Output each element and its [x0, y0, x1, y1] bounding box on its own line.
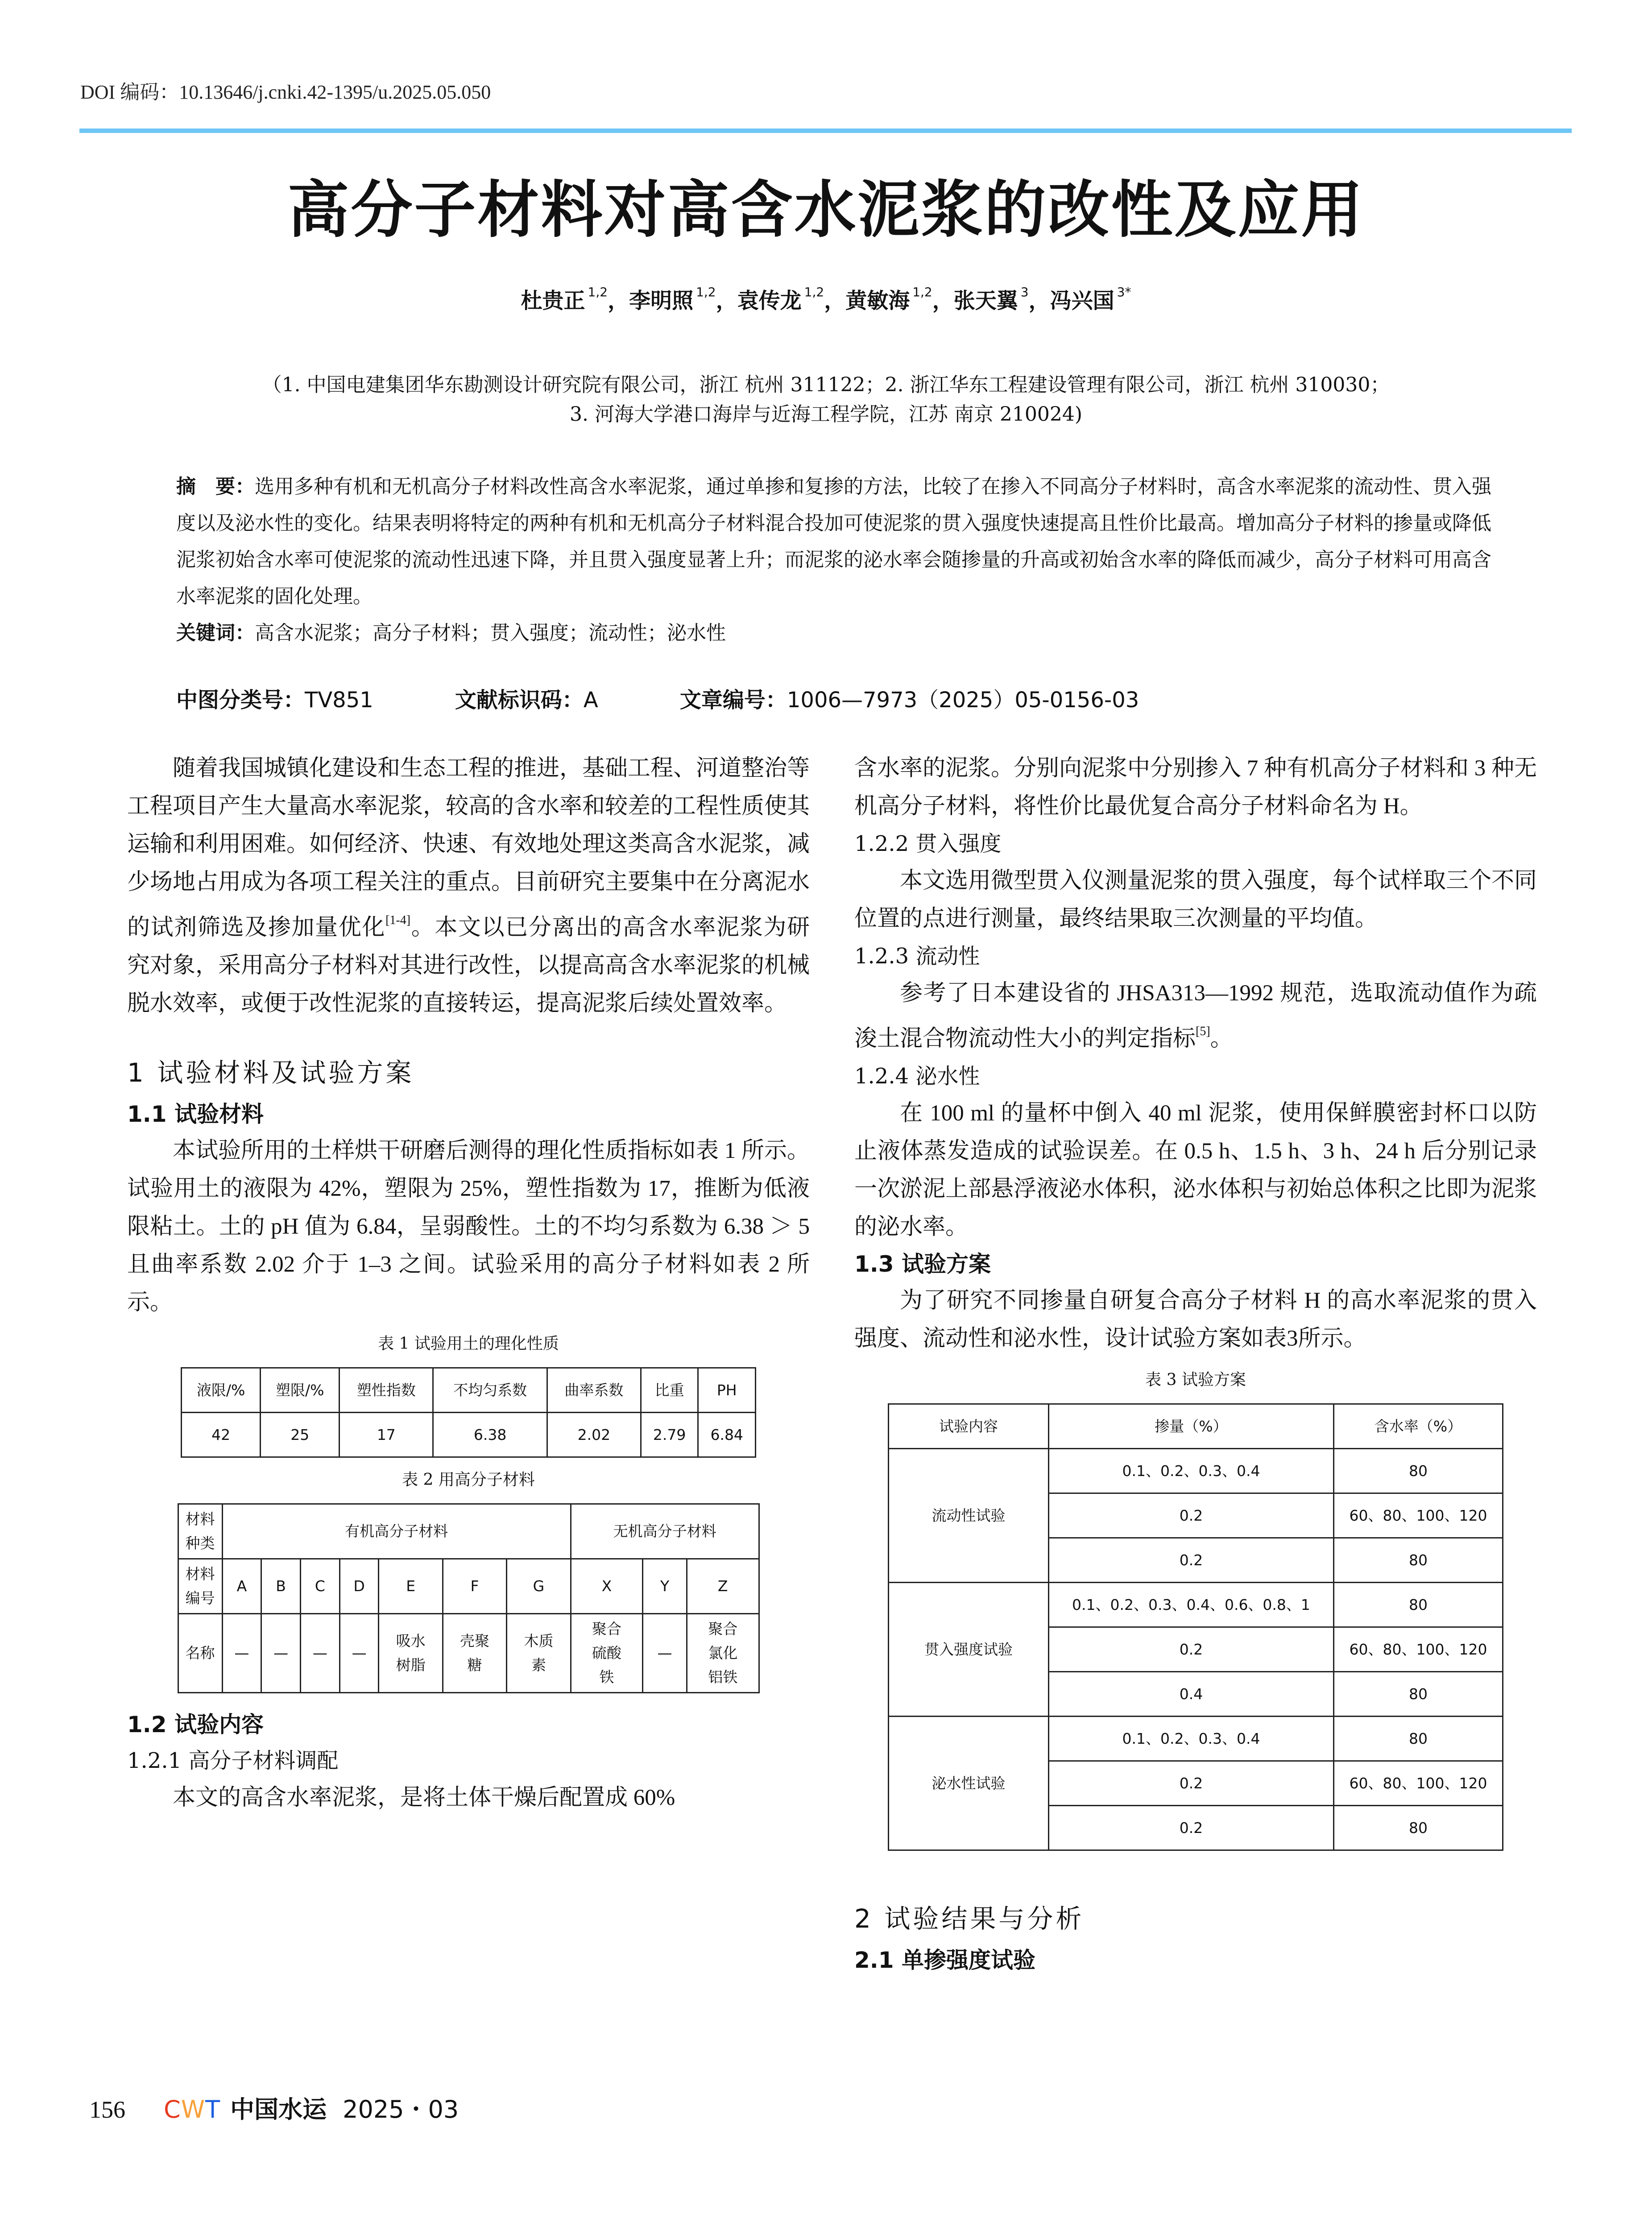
water-content-cell: 80 [1333, 1806, 1503, 1850]
doc-code-value: A [583, 688, 598, 713]
classification-line [176, 683, 1139, 713]
type-label-cell: 材料种类 [178, 1504, 222, 1559]
material-name-cell: 聚合 硫酸 铁 [571, 1614, 643, 1693]
citation-5[interactable]: [5] [1196, 1024, 1210, 1038]
table-1-value-cell: 17 [340, 1413, 433, 1457]
author-name: 张天翼 [953, 288, 1018, 313]
table-3-header-cell: 试验内容 [889, 1404, 1049, 1449]
water-content-cell: 80 [1333, 1717, 1503, 1761]
water-content-cell: 80 [1333, 1583, 1503, 1627]
dosage-cell: 0.2 [1049, 1493, 1334, 1538]
table-2-type-row [178, 1504, 759, 1559]
author-name: 李明照 [629, 288, 694, 313]
blend-paragraph: 本文的高含水率泥浆，是将土体干燥后配置成 60% [173, 1785, 675, 1810]
dosage-cell: 0.2 [1049, 1538, 1334, 1583]
logo-letter-c: C [164, 2095, 181, 2123]
test-type-cell: 贯入强度试验 [889, 1583, 1049, 1717]
penetration-paragraph: 本文选用微型贯入仪测量泥浆的贯入强度，每个试样取三个不同位置的点进行测量，最终结果取三次测量的平均值。 [854, 868, 1537, 931]
magazine-name: 中国水运 [230, 2095, 327, 2123]
material-name-cell: 木质 素 [507, 1614, 571, 1693]
water-content-cell: 60、80、100、120 [1333, 1627, 1503, 1672]
table-3-header-row [889, 1404, 1503, 1449]
clc-value: TV851 [305, 688, 373, 713]
author-separator: ， [608, 288, 629, 313]
table-3-row [889, 1583, 1503, 1627]
material-name-cell: — [300, 1614, 340, 1693]
citation-1-4[interactable]: [1-4] [385, 913, 411, 927]
doi-line: DOI 编码：10.13646/j.cnki.42-1395/u.2025.05.050 [80, 81, 491, 103]
material-code-cell: E [379, 1559, 443, 1614]
abstract [176, 469, 1497, 615]
plan-paragraph: 为了研究不同掺量自研复合高分子材料 H 的高水率泥浆的贯入强度、流动性和泌水性，设计试验方案如表3所示。 [854, 1288, 1537, 1351]
code-label-cell: 材料编号 [178, 1559, 222, 1614]
material-name-cell: 壳聚 糖 [443, 1614, 506, 1693]
table-1-header-cell: 不均匀系数 [433, 1368, 547, 1413]
water-content-cell: 80 [1333, 1449, 1503, 1493]
table-2-code-row [178, 1559, 759, 1614]
table-1-header-cell: 塑限/% [261, 1368, 340, 1413]
continued-paragraph: 含水率的泥浆。分别向泥浆中分别掺入 7 种有机高分子材料和 3 种无机高分子材料，将性价比最优复合高分子材料命名为 H。 [854, 756, 1537, 819]
dosage-cell: 0.1、0.2、0.3、0.4 [1049, 1717, 1334, 1761]
author-list [0, 283, 1652, 314]
author-separator: ， [932, 288, 954, 313]
table-1-value-cell: 2.02 [547, 1413, 641, 1457]
author-separator: ， [1028, 288, 1050, 313]
section-1-2-4-heading: 1.2.4 泌水性 [854, 1064, 980, 1089]
logo-letter-w: W [181, 2095, 206, 2123]
table-1-value-cell: 42 [182, 1413, 261, 1457]
section-1-2-2-heading: 1.2.2 贯入强度 [854, 831, 1002, 856]
dosage-cell: 0.1、0.2、0.3、0.4 [1049, 1449, 1334, 1493]
affiliation-line-2: 3. 河海大学港口海岸与近海工程学院，江苏 南京 210024) [569, 403, 1083, 426]
table-3-row [889, 1717, 1503, 1761]
table-1-value-row [182, 1413, 756, 1457]
author-name: 袁传龙 [737, 288, 802, 313]
author-name: 冯兴国 [1050, 288, 1114, 313]
material-code-cell: B [261, 1559, 301, 1614]
flow-paragraph [854, 975, 1537, 1058]
section-1-2-3-heading: 1.2.3 流动性 [854, 944, 980, 969]
doc-code-label: 文献标识码： [455, 688, 584, 713]
section-1-2-heading: 1.2 试验内容 [127, 1712, 264, 1738]
table-1-header-cell: PH [698, 1368, 756, 1413]
flow-text-end: 。 [1210, 1026, 1233, 1051]
top-rule [79, 129, 1572, 133]
clc-label: 中图分类号： [176, 688, 305, 713]
material-code-cell: A [222, 1559, 261, 1614]
author-name: 杜贵正 [521, 288, 585, 313]
article-no-label: 文章编号： [679, 688, 787, 713]
table-2 [178, 1503, 760, 1693]
paper-title: 高分子材料对高含水泥浆的改性及应用 [287, 173, 1365, 246]
author-separator: ， [716, 288, 737, 313]
author-affiliation-mark: 1,2 [696, 285, 716, 299]
flow-text: 参考了日本建设省的 JHSA313—1992 规范，选取流动值作为疏浚土混合物流动性大小的判定指标 [854, 981, 1537, 1051]
table-1-value-cell: 2.79 [641, 1413, 698, 1457]
author-affiliation-mark: 1,2 [912, 285, 932, 299]
table-1-header-cell: 曲率系数 [547, 1368, 641, 1413]
table-1-header-cell: 比重 [641, 1368, 698, 1413]
table-3 [888, 1403, 1503, 1851]
table-2-caption: 表 2 用高分子材料 [402, 1471, 535, 1489]
table-1 [181, 1367, 756, 1458]
cwt-logo [164, 2095, 220, 2123]
section-1-3-heading: 1.3 试验方案 [854, 1251, 991, 1277]
issue-date: 2025・03 [343, 2095, 459, 2123]
table-1-value-cell: 6.38 [433, 1413, 547, 1457]
abstract-text: 选用多种有机和无机高分子材料改性高含水率泥浆，通过单掺和复掺的方法，比较了在掺入不同高分子材料时，高含水率泥浆的流动性、贯入强度以及泌水性的变化。结果表明将特定的两种有机和无机高分子材料混合投加可使泥浆的贯入强度快速提高且性价比最高。增加高分子材料的掺量或降低泥浆初始含水率可使泥浆的流动性迅速下降，并且贯入强度显著上升；而泥浆的泌水率会随掺量的升高或初始含水率的降低而减少，高分子材料可用高含水率泥浆的固化处理。 [176, 475, 1491, 608]
author-affiliation-mark: 3 [1020, 285, 1029, 299]
right-column [854, 750, 1537, 1978]
author-affiliation-mark: 1,2 [588, 285, 608, 299]
table-1-header-row [182, 1368, 756, 1413]
section-1-2-1-heading: 1.2.1 高分子材料调配 [127, 1748, 339, 1773]
name-label-cell: 名称 [178, 1614, 222, 1693]
table-3-row [889, 1449, 1503, 1493]
section-2-heading: 2 试验结果与分析 [854, 1903, 1085, 1934]
keywords-label: 关键词： [176, 622, 255, 644]
author-name: 黄敏海 [845, 288, 910, 313]
material-code-cell: D [340, 1559, 379, 1614]
material-name-cell: 聚合 氯化 铝铁 [687, 1614, 759, 1693]
intro-text-a: 随着我国城镇化建设和生态工程的推进，基础工程、河道整治等工程项目产生大量高水率泥浆，较高的含水率和较差的工程性质使其运输和利用困难。如何经济、快速、有效地处理这类高含水泥浆，减少场地占用成为各项工程关注的重点。目前研究主要集中在分离泥水的试剂筛选及掺加量优化 [127, 756, 810, 940]
section-1-1-heading: 1.1 试验材料 [127, 1101, 264, 1127]
table-3-caption: 表 3 试验方案 [1145, 1371, 1246, 1389]
keywords [176, 615, 1497, 651]
material-code-cell: C [300, 1559, 340, 1614]
affiliation-line-1: （1. 中国电建集团华东勘测设计研究院有限公司，浙江 杭州 311122；2. 浙江华东工程建设管理有限公司，浙江 杭州 310030； [262, 373, 1390, 396]
section-2-1-heading: 2.1 单掺强度试验 [854, 1947, 1035, 1973]
water-content-cell: 60、80、100、120 [1333, 1493, 1503, 1538]
water-content-cell: 80 [1333, 1672, 1503, 1717]
material-code-cell: F [443, 1559, 506, 1614]
material-code-cell: X [571, 1559, 643, 1614]
article-no-value: 1006—7973（2025）05-0156-03 [787, 688, 1139, 713]
table-1-value-cell: 6.84 [698, 1413, 756, 1457]
test-type-cell: 泌水性试验 [889, 1717, 1049, 1850]
intro-text-b: 。本文以已分离出的高含水率泥浆为研究对象，采用高分子材料对其进行改性，以提高高含水率泥浆的机械脱水效率，或便于改性泥浆的直接转运，提高泥浆后续处置效率。 [127, 915, 810, 1016]
abstract-block [176, 469, 1497, 651]
material-code-cell: Z [687, 1559, 759, 1614]
affiliations [0, 370, 1652, 429]
test-type-cell: 流动性试验 [889, 1449, 1049, 1583]
table-1-value-cell: 25 [261, 1413, 340, 1457]
material-name-cell: — [222, 1614, 261, 1693]
abstract-label: 摘 要： [176, 475, 255, 498]
water-content-cell: 80 [1333, 1538, 1503, 1583]
inorganic-cell: 无机高分子材料 [571, 1504, 759, 1559]
material-code-cell: Y [643, 1559, 687, 1614]
organic-cell: 有机高分子材料 [222, 1504, 571, 1559]
water-content-cell: 60、80、100、120 [1333, 1761, 1503, 1806]
page-number: 156 [89, 2096, 125, 2123]
dosage-cell: 0.2 [1049, 1627, 1334, 1672]
page-footer [89, 2090, 459, 2125]
table-2-name-row [178, 1614, 759, 1693]
author-affiliation-mark: 3* [1117, 285, 1131, 299]
logo-letter-t: T [205, 2095, 221, 2123]
intro-paragraph [127, 750, 810, 1023]
material-name-cell: — [643, 1614, 687, 1693]
section-1-heading: 1 试验材料及试验方案 [127, 1057, 414, 1088]
material-name-cell: — [261, 1614, 301, 1693]
dosage-cell: 0.4 [1049, 1672, 1334, 1717]
material-name-cell: — [340, 1614, 379, 1693]
left-column [127, 750, 810, 1817]
dosage-cell: 0.2 [1049, 1761, 1334, 1806]
material-name-cell: 吸水 树脂 [379, 1614, 443, 1693]
dosage-cell: 0.2 [1049, 1806, 1334, 1850]
material-code-cell: G [507, 1559, 571, 1614]
keywords-text: 高含水泥浆；高分子材料；贯入强度；流动性；泌水性 [255, 622, 726, 644]
table-1-header-cell: 液限/% [182, 1368, 261, 1413]
table-1-header-cell: 塑性指数 [340, 1368, 433, 1413]
author-affiliation-mark: 1,2 [804, 285, 824, 299]
author-separator: ， [824, 288, 846, 313]
bleed-paragraph: 在 100 ml 的量杯中倒入 40 ml 泥浆，使用保鲜膜密封杯口以防止液体蒸发造成的试验误差。在 0.5 h、1.5 h、3 h、24 h 后分别记录一次淤泥上部悬浮液泌水体积，泌水体积与初始总体积之比即为泥浆的泌水率。 [854, 1101, 1537, 1240]
materials-paragraph: 本试验所用的土样烘干研磨后测得的理化性质指标如表 1 所示。试验用土的液限为 42%，塑限为 25%，塑性指数为 17，推断为低液限粘土。土的 pH 值为 6.84，呈弱酸性。土的不均匀系数为 6.38 ＞ 5 且曲率系数 2.02 介于 1–3 之间。试验采用的高分子材料如表 2 所示。 [127, 1138, 810, 1315]
table-3-header-cell: 掺量（%） [1049, 1404, 1334, 1449]
dosage-cell: 0.1、0.2、0.3、0.4、0.6、0.8、1 [1049, 1583, 1334, 1627]
table-3-header-cell: 含水率（%） [1333, 1404, 1503, 1449]
table-1-caption: 表 1 试验用土的理化性质 [378, 1335, 559, 1353]
